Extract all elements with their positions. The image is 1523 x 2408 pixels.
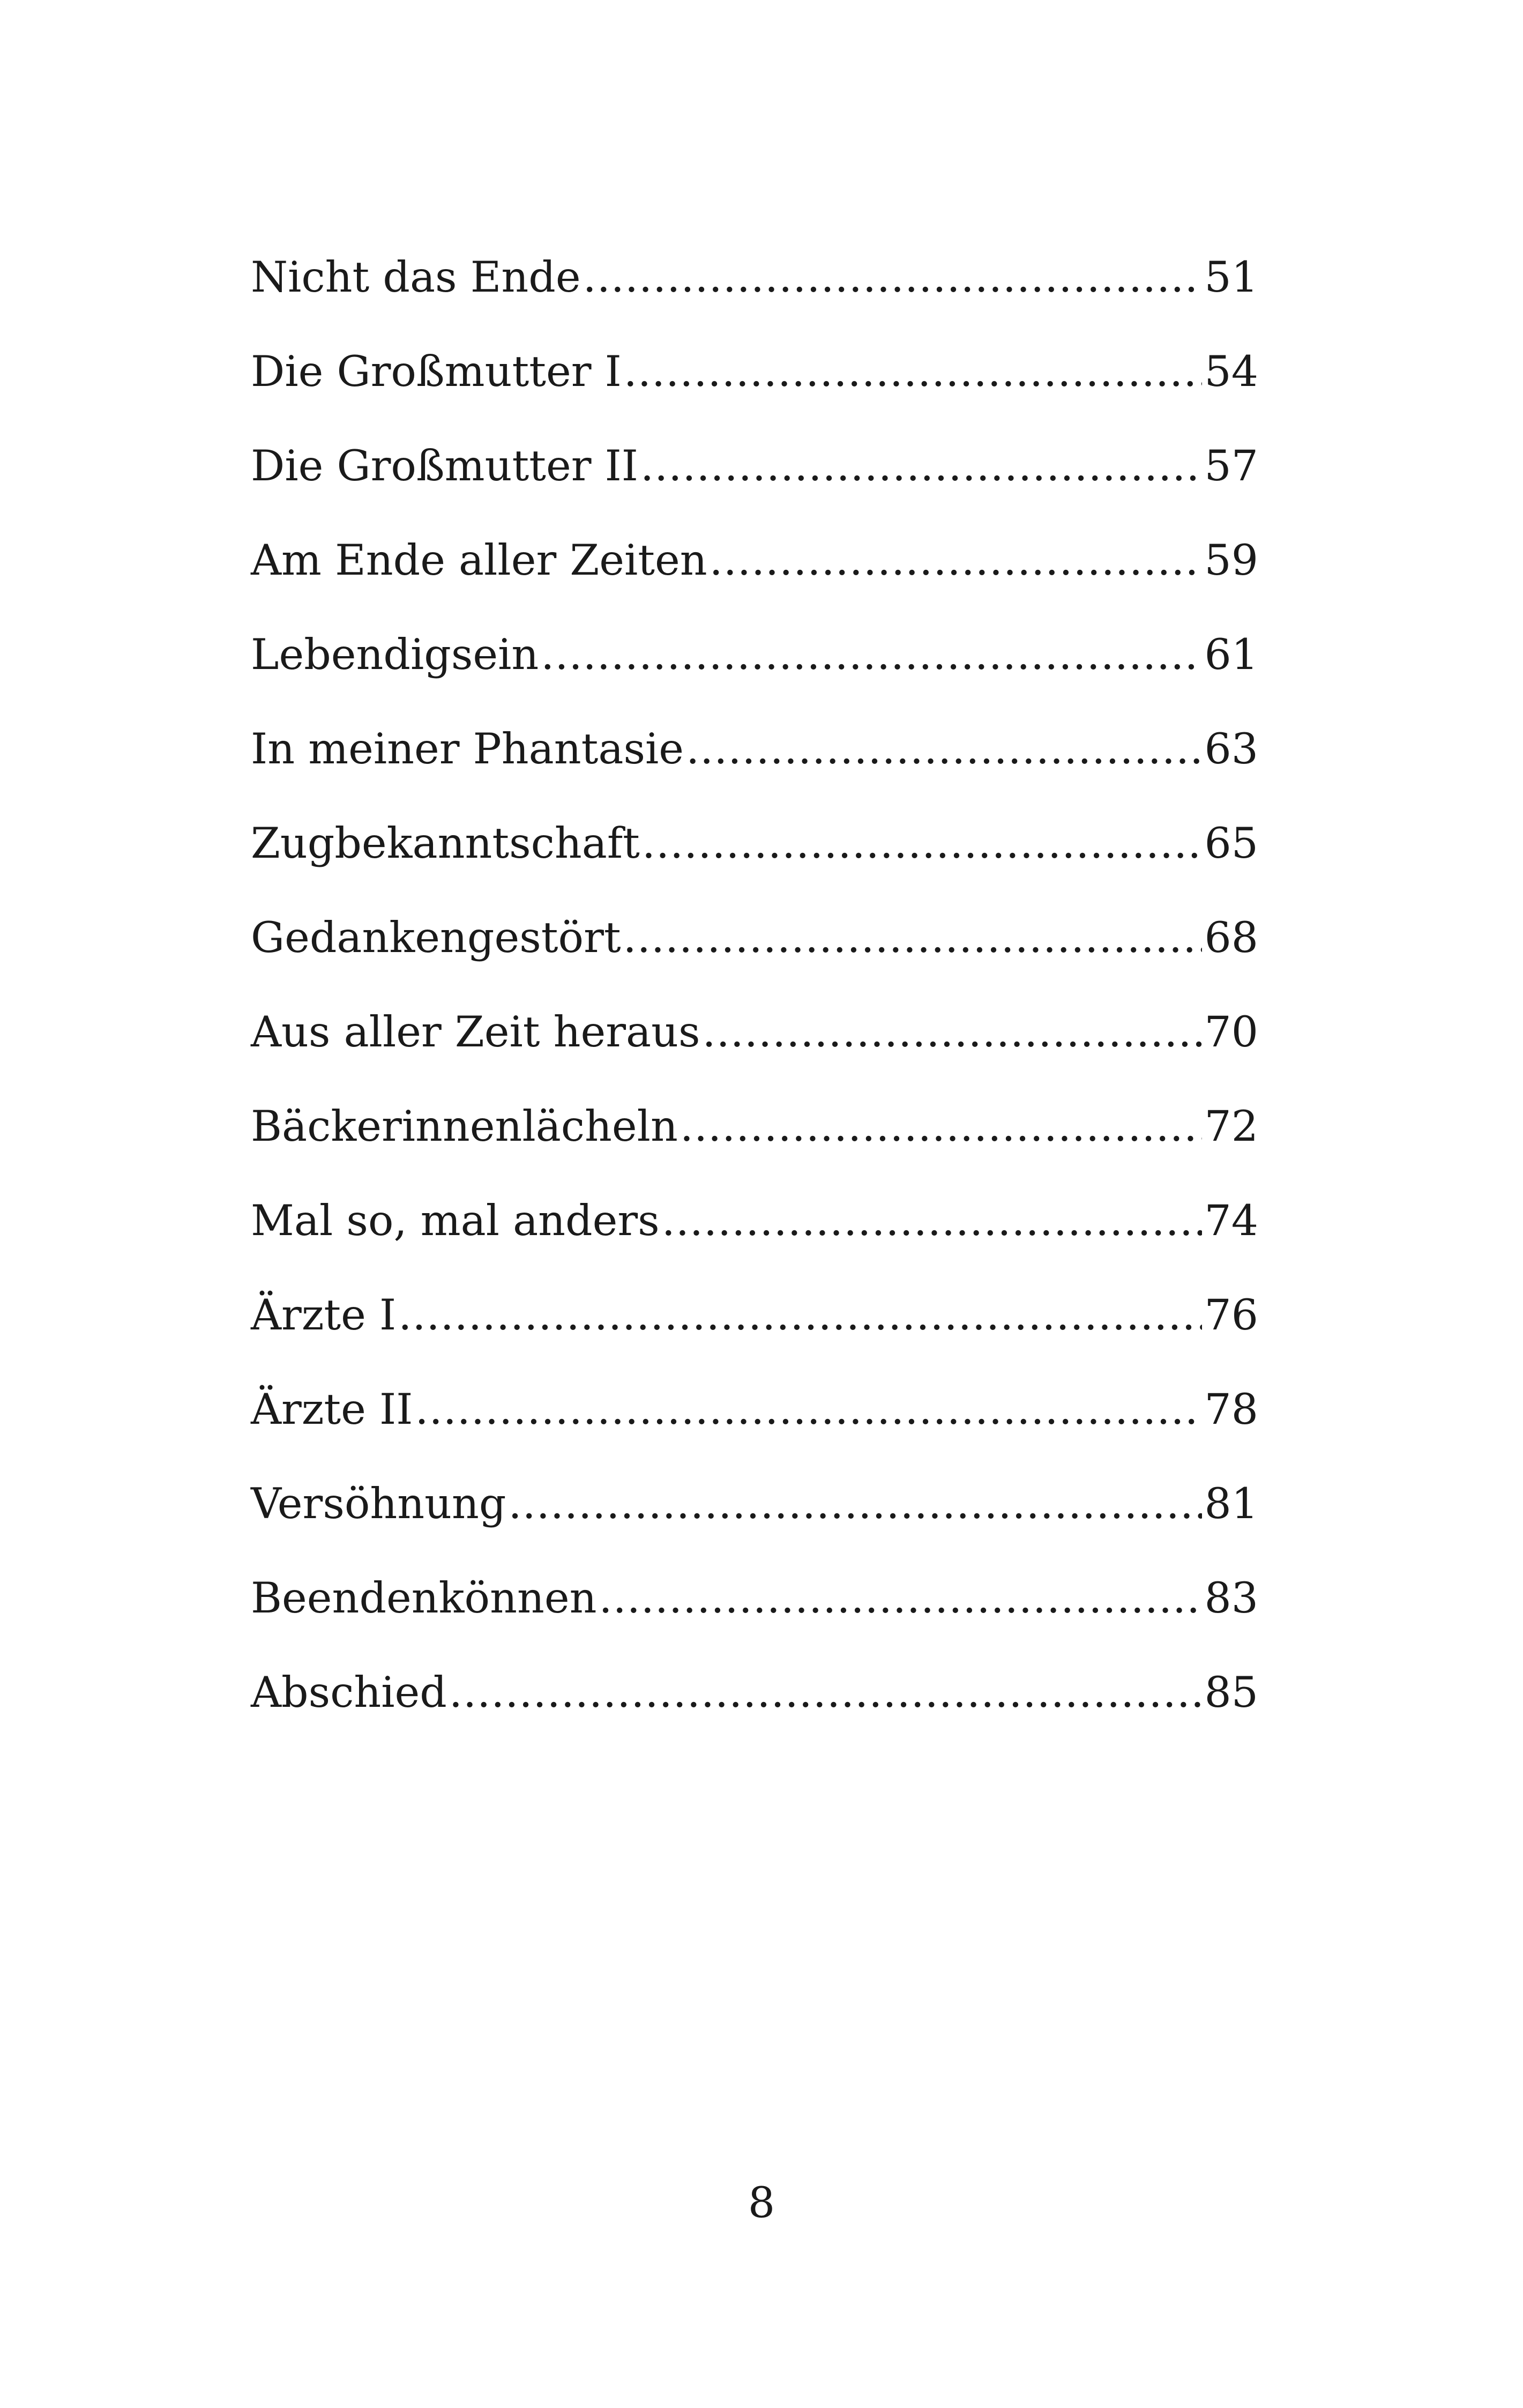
toc-entry-page: 68 — [1204, 913, 1258, 962]
toc-dot-leader — [583, 256, 1203, 299]
toc-dot-leader — [680, 1105, 1203, 1148]
toc-entry-page: 78 — [1204, 1385, 1258, 1434]
toc-entry-title: Gedankengestört — [251, 913, 621, 962]
toc-dot-leader — [541, 634, 1202, 676]
toc-entry-title: Abschied — [251, 1668, 447, 1717]
toc-dot-leader — [624, 351, 1203, 393]
page-number: 8 — [748, 2178, 775, 2227]
toc-entry-title: Beendenkönnen — [251, 1573, 597, 1623]
toc-entry-title: Zugbekanntschaft — [251, 819, 640, 868]
toc-entry-page: 85 — [1204, 1668, 1258, 1717]
toc-entry-page: 81 — [1204, 1479, 1258, 1528]
table-of-contents — [251, 252, 1258, 1766]
toc-dot-leader — [710, 539, 1203, 582]
toc-entry-title: Lebendigsein — [251, 630, 539, 679]
toc-entry-title: Ärzte I — [251, 1290, 397, 1340]
toc-entry-page: 63 — [1204, 724, 1258, 774]
toc-entry-title: Nicht das Ende — [251, 252, 581, 302]
toc-entry — [251, 536, 1258, 634]
toc-dot-leader — [642, 822, 1203, 865]
toc-entry-title: Versöhnung — [251, 1479, 506, 1528]
toc-entry — [251, 913, 1258, 1011]
toc-entry-page: 54 — [1204, 347, 1258, 396]
toc-entry-page: 61 — [1204, 630, 1258, 679]
toc-entry-title: Die Großmutter II — [251, 441, 638, 490]
toc-entry-page: 74 — [1204, 1196, 1258, 1245]
toc-entry-page: 70 — [1204, 1007, 1258, 1057]
toc-entry-page: 83 — [1204, 1573, 1258, 1623]
toc-dot-leader — [686, 728, 1202, 770]
toc-dot-leader — [509, 1483, 1203, 1525]
toc-entry — [251, 1196, 1258, 1294]
toc-entry-page: 76 — [1204, 1290, 1258, 1340]
toc-entry-title: Mal so, mal anders — [251, 1196, 660, 1245]
toc-entry-title: In meiner Phantasie — [251, 724, 684, 774]
toc-entry — [251, 1573, 1258, 1671]
toc-entry-page: 51 — [1204, 252, 1258, 302]
toc-entry-title: Am Ende aller Zeiten — [251, 536, 707, 585]
toc-entry-page: 65 — [1204, 819, 1258, 868]
toc-dot-leader — [449, 1671, 1203, 1714]
toc-entry — [251, 630, 1258, 728]
toc-entry — [251, 1102, 1258, 1200]
toc-dot-leader — [623, 917, 1203, 959]
toc-entry-title: Aus aller Zeit heraus — [251, 1007, 700, 1057]
toc-dot-leader — [398, 1294, 1202, 1336]
toc-entry — [251, 1668, 1258, 1766]
toc-entry — [251, 441, 1258, 539]
toc-entry — [251, 1007, 1258, 1105]
toc-dot-leader — [415, 1388, 1202, 1431]
toc-entry — [251, 347, 1258, 445]
toc-dot-leader — [640, 445, 1202, 487]
toc-entry-page: 57 — [1204, 441, 1258, 490]
toc-entry — [251, 1479, 1258, 1577]
toc-entry-page: 59 — [1204, 536, 1258, 585]
toc-dot-leader — [662, 1200, 1203, 1242]
toc-entry — [251, 1290, 1258, 1388]
toc-entry — [251, 252, 1258, 351]
toc-entry-title: Bäckerinnenlächeln — [251, 1102, 678, 1151]
toc-entry-title: Ärzte II — [251, 1385, 413, 1434]
toc-entry — [251, 819, 1258, 917]
toc-entry — [251, 1385, 1258, 1483]
toc-dot-leader — [703, 1011, 1203, 1053]
toc-entry-page: 72 — [1204, 1102, 1258, 1151]
toc-entry-title: Die Großmutter I — [251, 347, 622, 396]
toc-entry — [251, 724, 1258, 822]
toc-dot-leader — [599, 1577, 1202, 1619]
